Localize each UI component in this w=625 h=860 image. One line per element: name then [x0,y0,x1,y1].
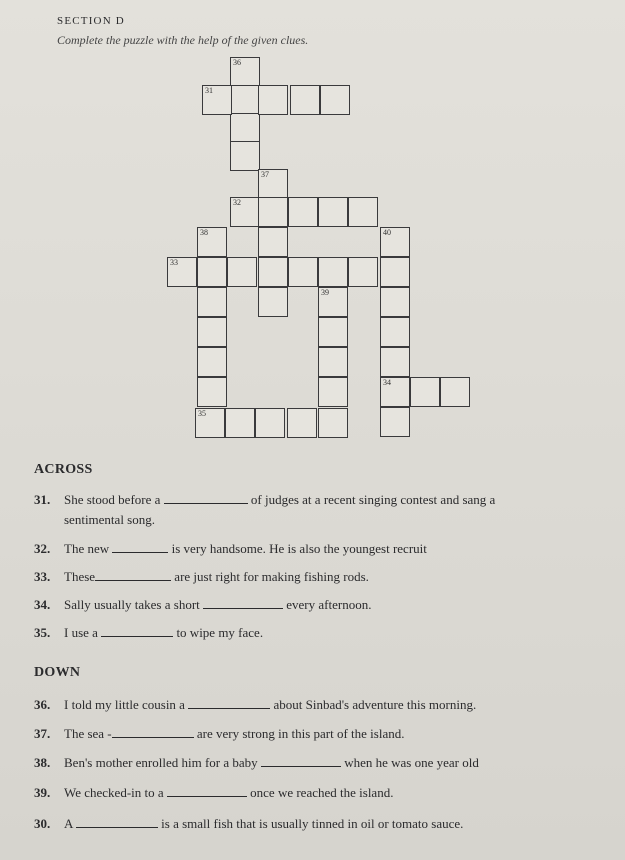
grid-cell[interactable] [255,408,285,438]
grid-cell[interactable] [318,197,348,227]
grid-cell[interactable] [288,257,318,287]
grid-cell[interactable] [258,197,288,227]
across-clue-continued: sentimental song. [64,512,155,527]
grid-cell[interactable] [197,287,227,317]
grid-cell[interactable] [258,85,288,115]
answer-blank[interactable] [164,492,248,504]
clue-text-after: about Sinbad's adventure this morning. [273,697,477,712]
down-clue [34,754,479,771]
clue-number: 34 [383,378,391,387]
grid-cell[interactable] [318,287,348,317]
grid-cell[interactable] [320,85,350,115]
clue-text-before: I use a [64,625,98,640]
clue-num: 34. [34,597,51,612]
grid-cell[interactable] [440,377,470,407]
grid-cell[interactable] [258,169,288,199]
clue-text-before: She stood before a [64,492,161,507]
down-clue [34,725,404,742]
clue-number: 36 [233,58,241,67]
grid-cell[interactable] [380,287,410,317]
clue-text-after: every afternoon. [286,597,372,612]
grid-cell[interactable] [288,197,318,227]
clue-text-after: are very strong in this part of the island. [196,726,405,741]
clue-number: 37 [261,170,269,179]
across-heading: ACROSS [34,462,93,477]
clue-num: 32. [34,541,51,556]
clue-text-before: A [64,816,73,831]
grid-cell[interactable] [197,227,227,257]
grid-cell[interactable] [258,287,288,317]
answer-blank[interactable] [261,755,341,767]
grid-cell[interactable] [230,85,260,115]
clue-number: 32 [233,198,241,207]
answer-blank[interactable] [203,597,283,609]
clue-number: 31 [205,86,213,95]
clue-text-after: of judges at a recent singing contest and sang a [250,492,496,507]
clue-num: 35. [34,625,51,640]
clue-num: 31. [34,492,51,507]
grid-cell[interactable] [202,85,232,115]
clue-num: 37. [34,726,51,741]
grid-cell[interactable] [318,377,348,407]
clue-number: 39 [321,288,329,297]
clue-text-after: to wipe my face. [176,625,264,640]
answer-blank[interactable] [167,785,247,797]
grid-cell[interactable] [258,257,288,287]
grid-cell[interactable] [225,408,255,438]
grid-cell[interactable] [230,57,260,87]
across-clue [34,568,369,585]
grid-cell[interactable] [318,408,348,438]
answer-blank[interactable] [188,697,270,709]
grid-cell[interactable] [348,197,378,227]
grid-cell[interactable] [380,407,410,437]
clue-text-before: The new [64,541,110,556]
grid-cell[interactable] [197,347,227,377]
clue-number: 38 [200,228,208,237]
grid-cell[interactable] [227,257,257,287]
grid-cell[interactable] [380,347,410,377]
clue-text-after: is a small fish that is usually tinned in oil or tomato sauce. [161,816,464,831]
clue-text-before: Sally usually takes a short [64,597,200,612]
grid-cell[interactable] [348,257,378,287]
grid-cell[interactable] [380,377,410,407]
clue-number: 35 [198,409,206,418]
grid-cell[interactable] [380,227,410,257]
clue-text-before: Ben's mother enrolled him for a baby [64,755,258,770]
down-heading: DOWN [34,665,81,680]
clue-num: 30. [34,816,51,831]
clue-num: 33. [34,569,51,584]
answer-blank[interactable] [101,625,173,637]
grid-cell[interactable] [318,317,348,347]
grid-cell[interactable] [195,408,225,438]
clue-text-before: The sea - [64,726,112,741]
section-title: SECTION D [57,15,125,27]
across-clue [34,491,495,508]
clue-text-before: We checked-in to a [64,785,164,800]
clue-num: 38. [34,755,51,770]
grid-cell[interactable] [230,141,260,171]
clue-number: 33 [170,258,178,267]
clue-text-before: These [64,569,96,584]
down-clue [34,696,476,713]
down-clue [34,815,463,832]
grid-cell[interactable] [380,317,410,347]
grid-cell[interactable] [197,377,227,407]
clue-number: 40 [383,228,391,237]
clue-text-after: are just right for making fishing rods. [174,569,369,584]
answer-blank[interactable] [76,816,158,828]
grid-cell[interactable] [318,347,348,377]
grid-cell[interactable] [197,317,227,347]
answer-blank[interactable] [95,569,171,581]
clue-num: 39. [34,785,51,800]
grid-cell[interactable] [230,113,260,143]
instructions: Complete the puzzle with the help of the given clues. [57,33,309,47]
answer-blank[interactable] [112,726,194,738]
clue-text-before: I told my little cousin a [64,697,185,712]
clue-text-after: is very handsome. He is also the youngest recruit [171,541,427,556]
grid-cell[interactable] [410,377,440,407]
grid-cell[interactable] [287,408,317,438]
across-clue [34,596,371,613]
grid-cell[interactable] [258,227,288,257]
across-clue [34,624,263,641]
grid-cell[interactable] [318,257,348,287]
down-clue [34,784,393,801]
clue-num: 36. [34,697,51,712]
grid-cell[interactable] [197,257,227,287]
grid-cell[interactable] [380,257,410,287]
clue-text-after: when he was one year old [344,755,479,770]
clue-text-after: once we reached the island. [250,785,394,800]
grid-cell[interactable] [290,85,320,115]
grid-cell[interactable] [230,197,260,227]
answer-blank[interactable] [112,541,168,553]
across-clue [34,540,427,557]
grid-cell[interactable] [167,257,197,287]
